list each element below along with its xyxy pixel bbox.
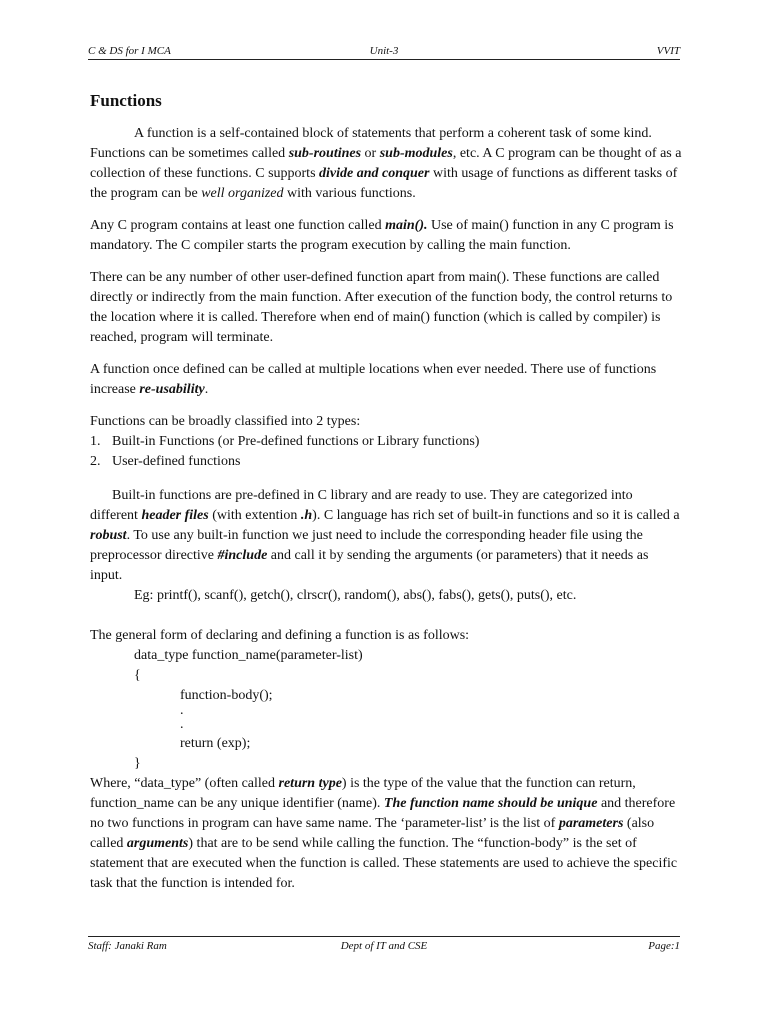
footer-page-number: Page:1 bbox=[648, 940, 680, 952]
text: with usage of functions as different tasks of the program can be bbox=[90, 166, 678, 201]
list-item bbox=[90, 452, 684, 472]
paragraph-explanation bbox=[90, 774, 684, 894]
paragraph-intro bbox=[90, 124, 684, 204]
term-arguments: arguments bbox=[126, 836, 189, 851]
text: and call it by sending the arguments (or parameters) that it needs as input. bbox=[90, 548, 649, 583]
text: and therefore no two functions in program can have same name. The ‘parameter-list’ is the list of bbox=[90, 796, 676, 831]
section-title: Functions bbox=[90, 91, 162, 110]
text: A function once defined can be called at multiple locations when ever needed. There use of functions increase bbox=[90, 362, 657, 397]
paragraph-main bbox=[90, 216, 684, 256]
code-line: { bbox=[134, 668, 141, 683]
header-unit: Unit-3 bbox=[369, 45, 399, 57]
term-re-usability: re-usability bbox=[139, 382, 205, 397]
term-well-organized: well organized bbox=[201, 186, 284, 201]
text: Use of main() function in any C program is mandatory. The C compiler starts the program execution by calling the main function. bbox=[90, 218, 674, 253]
text: or bbox=[361, 146, 380, 161]
term-main: main(). bbox=[385, 218, 428, 233]
header-course: C & DS for I MCA bbox=[88, 45, 171, 57]
text: ) that are to be send while calling the function. The “function-body” is the set of statement that are executed when the function is called. These statements are used to achieve the specific task that the function is intended for. bbox=[90, 836, 678, 891]
code-line: return (exp); bbox=[180, 736, 251, 751]
text: , etc. A C program can be thought of as a collection of these functions. C supports bbox=[90, 146, 682, 181]
term-divide-and-conquer: divide and conquer bbox=[319, 166, 430, 181]
text: (with extention bbox=[208, 508, 301, 523]
term-header-files: header files bbox=[141, 508, 209, 523]
term-dot-h: .h bbox=[300, 508, 313, 523]
footer-staff: Staff: Janaki Ram bbox=[88, 940, 167, 952]
term-parameters: parameters bbox=[558, 816, 624, 831]
general-form-intro: The general form of declaring and defining a function is as follows: bbox=[90, 628, 470, 643]
text: Where, “data_type” (often called bbox=[90, 776, 279, 791]
list-number: 2. bbox=[90, 454, 101, 469]
term-unique-name: The function name should be unique bbox=[383, 796, 598, 811]
text: with various functions. bbox=[283, 186, 416, 201]
footer-department: Dept of IT and CSE bbox=[340, 940, 428, 952]
list-text: User-defined functions bbox=[112, 454, 241, 469]
page-content bbox=[90, 88, 684, 906]
text: . bbox=[204, 382, 209, 397]
code-line: function-body(); bbox=[180, 688, 273, 703]
types-list bbox=[90, 432, 684, 472]
list-number: 1. bbox=[90, 434, 101, 449]
text: ) is the type of the value that the function can return, function_name can be any unique identifier (name). bbox=[90, 776, 636, 811]
term-include: #include bbox=[217, 548, 268, 563]
page-header bbox=[88, 45, 680, 60]
code-line: data_type function_name(parameter-list) bbox=[134, 648, 363, 663]
text: (also called bbox=[90, 816, 655, 851]
text: Any C program contains at least one function called bbox=[90, 218, 386, 233]
term-return-type: return type bbox=[278, 776, 342, 791]
list-text: Built-in Functions (or Pre-defined functions or Library functions) bbox=[112, 434, 480, 449]
code-line: . bbox=[180, 703, 184, 718]
page-footer bbox=[88, 936, 680, 954]
term-sub-modules: sub-modules bbox=[379, 146, 453, 161]
function-syntax bbox=[90, 646, 684, 774]
header-institute: VVIT bbox=[656, 45, 680, 57]
list-item bbox=[90, 432, 684, 452]
paragraph-user-defined: There can be any number of other user-defined function apart from main(). These functions are called directly or indirectly from the main function. After execution of the function body, the control returns to the location where it is called. Therefore when end of main() function (which is called by compiler) is reached, program will terminate. bbox=[90, 270, 673, 345]
code-line: } bbox=[134, 756, 141, 771]
paragraph-builtin bbox=[90, 486, 684, 586]
code-line: . bbox=[180, 717, 184, 732]
text: Built-in functions are pre-defined in C library and are ready to use. They are categorized into different bbox=[90, 488, 633, 523]
types-intro: Functions can be broadly classified into 2 types: bbox=[90, 414, 361, 429]
text: ). C language has rich set of built-in functions and so it is called a bbox=[312, 508, 680, 523]
builtin-examples: Eg: printf(), scanf(), getch(), clrscr(), random(), abs(), fabs(), gets(), puts(), etc. bbox=[134, 588, 577, 603]
text: . To use any built-in function we just need to include the corresponding header file using the preprocessor directive bbox=[90, 528, 643, 563]
term-robust: robust bbox=[90, 528, 127, 543]
term-sub-routines: sub-routines bbox=[288, 146, 362, 161]
paragraph-reusability bbox=[90, 360, 684, 400]
text: A function is a self-contained block of statements that perform a coherent task of some kind. Functions can be sometimes called bbox=[90, 126, 652, 161]
